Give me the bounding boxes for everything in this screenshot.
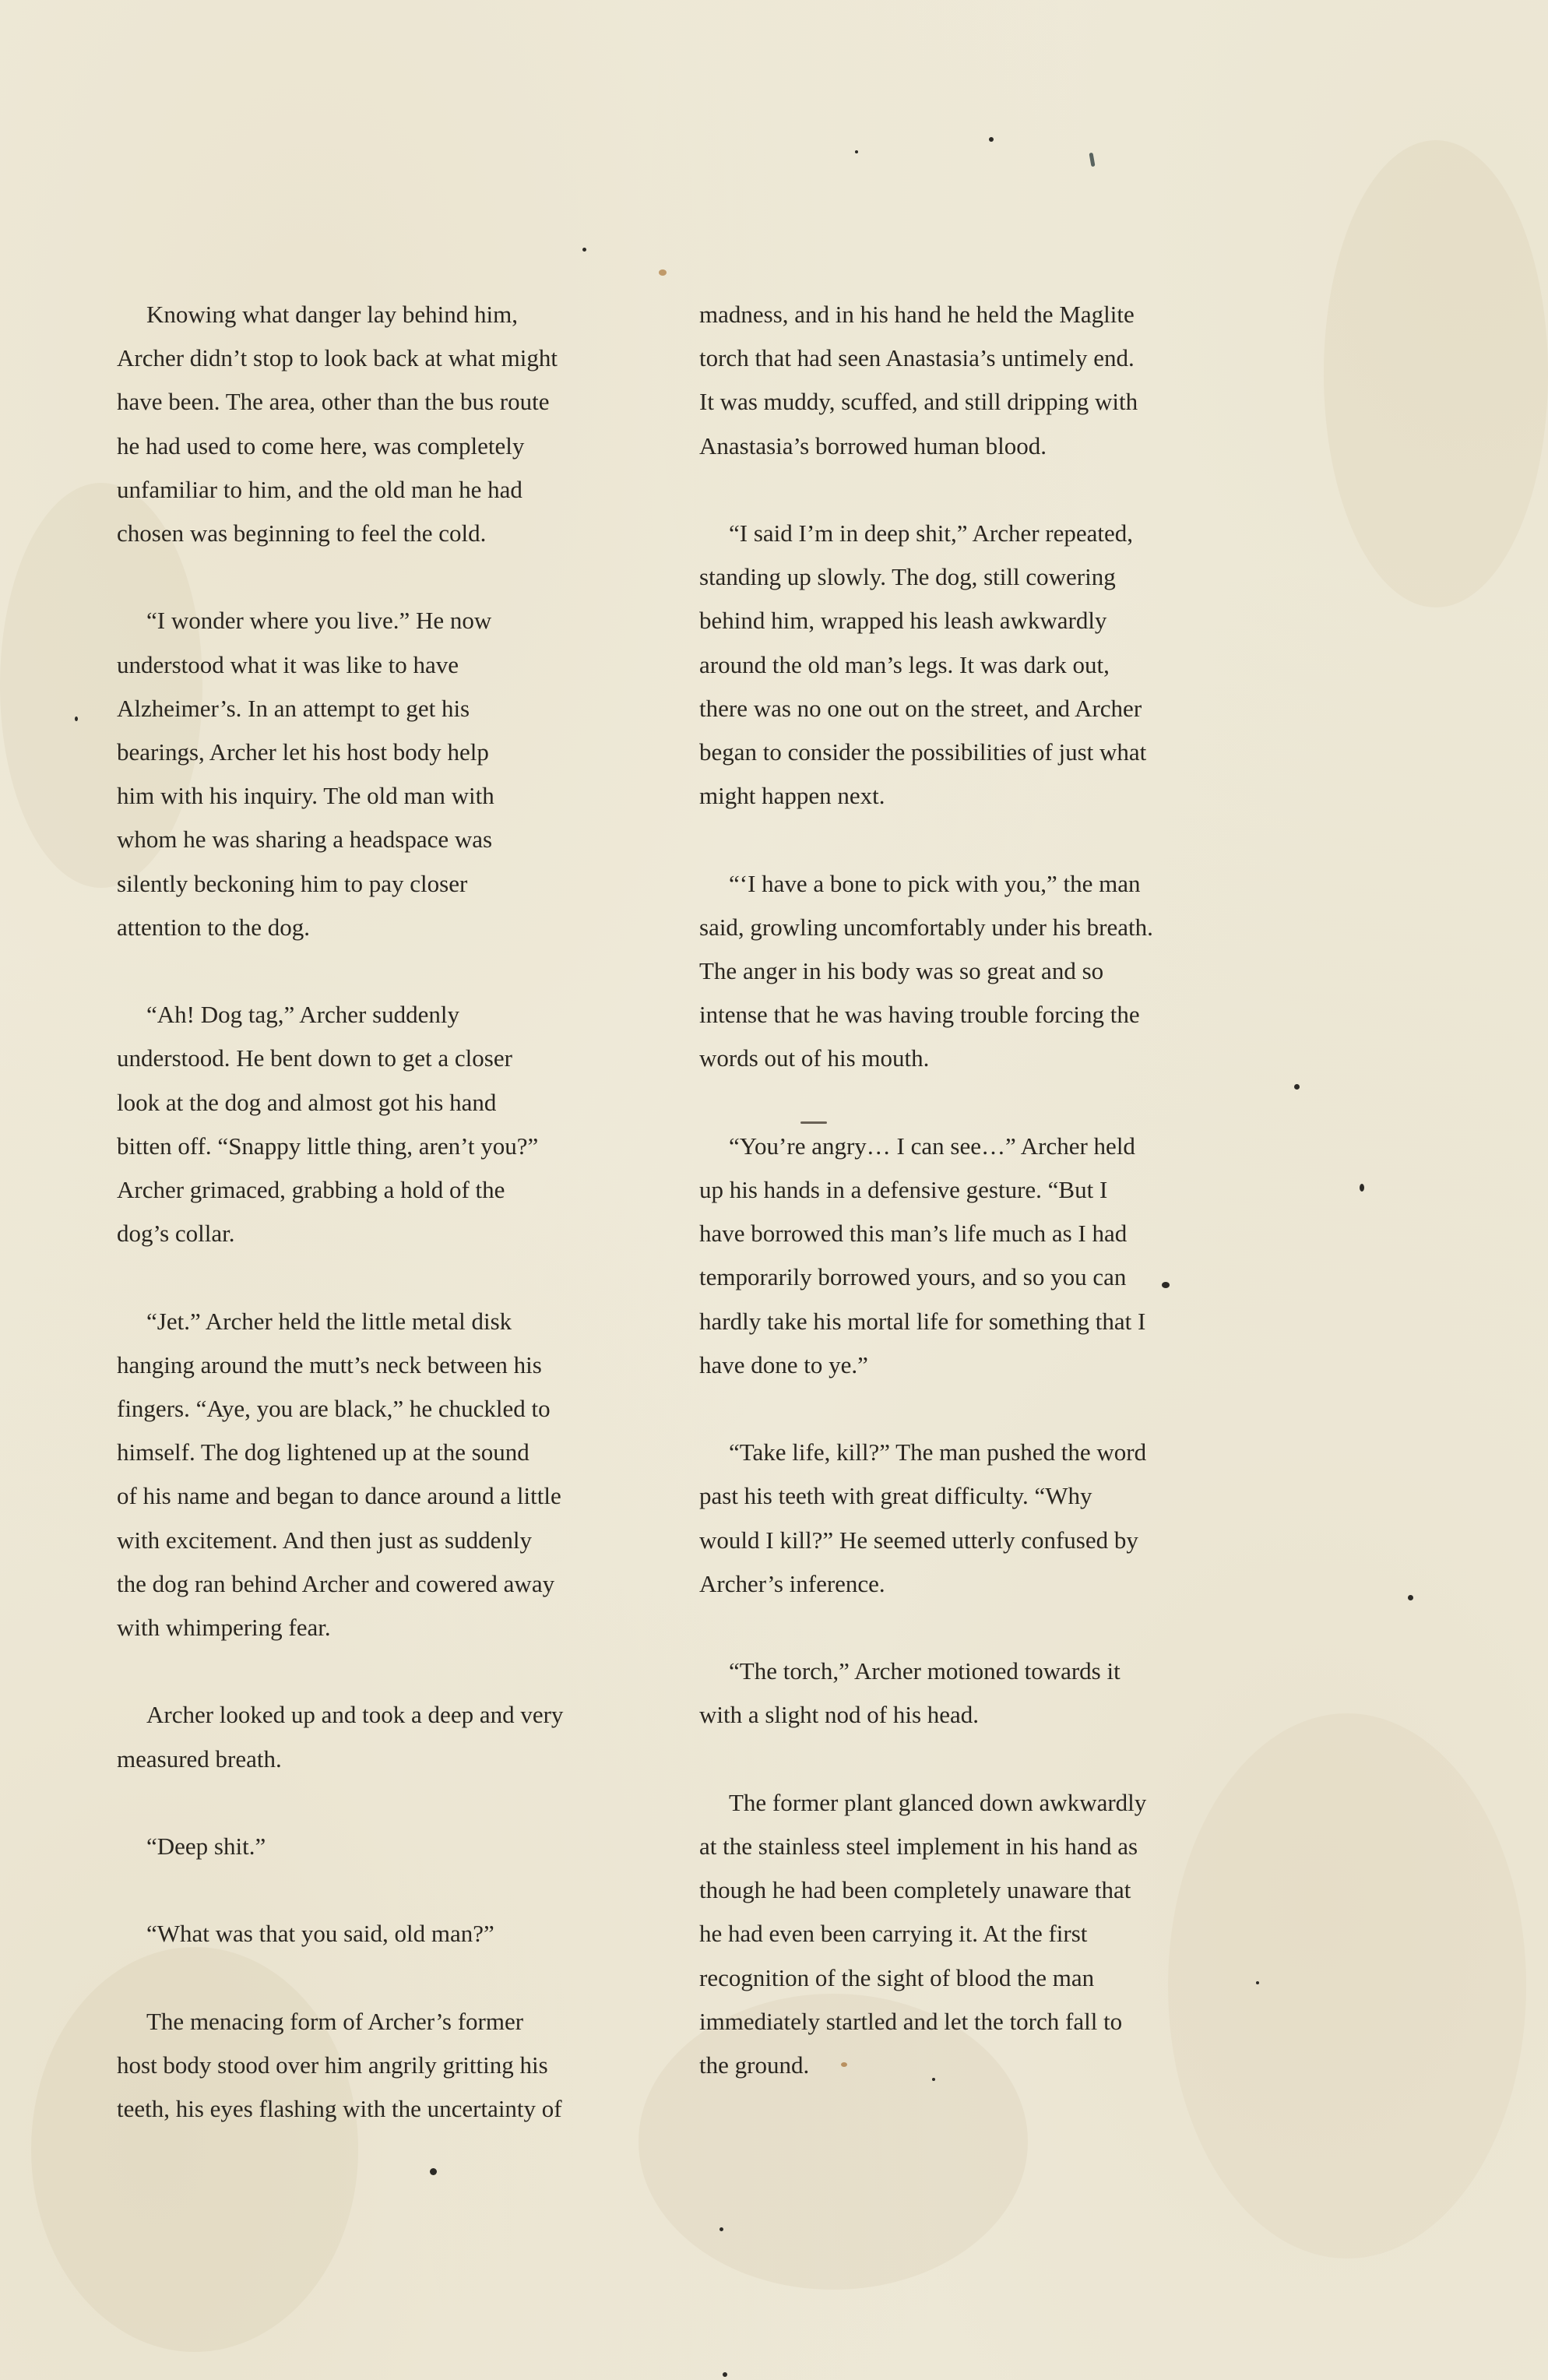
ink-speck: [855, 150, 858, 153]
paragraph: “What was that you said, old man?”: [146, 1920, 494, 1948]
ink-speck: [1360, 1184, 1364, 1192]
ink-speck: [719, 2227, 723, 2231]
ink-speck: [75, 716, 78, 721]
ink-speck: [723, 2372, 727, 2377]
left-text-column: [117, 293, 646, 2175]
paper-stain: [1324, 140, 1548, 607]
paragraph: madness, and in his hand he held the Maglite torch that had seen Anastasia’s untimely end. It was muddy, scuffed, and still dripping with Anastasia’s borrowed human blood.: [699, 301, 1138, 459]
paragraph: The former plant glanced down awkwardly at the stainless steel implement in his hand as though he had been completely unaware that he had even been carrying it. At the first recognition of the sight of blood the man immediately startled and let the torch fall to the ground.: [699, 1788, 1147, 2079]
paragraph: “Take life, kill?” The man pushed the word past his teeth with great difficulty. “Why would I kill?” He seemed utterly confused by Archer’s inference.: [699, 1438, 1147, 1597]
ink-speck: [1256, 1981, 1259, 1984]
paragraph: “The torch,” Archer motioned towards it with a slight nod of his head.: [699, 1657, 1121, 1729]
ink-speck: [1089, 153, 1095, 167]
paragraph: “‘I have a bone to pick with you,” the man said, growling uncomfortably under his breath. The anger in his body was so great and so intense that he was having trouble forcing the words out of his mouth.: [699, 869, 1153, 1072]
paragraph: “Deep shit.”: [146, 1833, 266, 1861]
ink-speck: [1294, 1084, 1300, 1090]
paragraph: Knowing what danger lay behind him, Archer didn’t stop to look back at what might have been. The area, other than the bus route he had used to come here, was completely unfamiliar to him, and the old man he had chosen was beginning to feel the cold.: [117, 301, 558, 547]
paragraph: Archer looked up and took a deep and very measured breath.: [117, 1701, 564, 1773]
ink-speck: [659, 269, 667, 276]
paragraph: “I wonder where you live.” He now understood what it was like to have Alzheimer’s. In an attempt to get his bearings, Archer let his host body help him with his inquiry. The old man with whom he was sharing a headspace was silently beckoning him to pay closer attention to the dog.: [117, 607, 494, 941]
ink-speck: [1408, 1595, 1413, 1600]
right-text-column: [699, 293, 1229, 2131]
paragraph: The menacing form of Archer’s former host body stood over him angrily gritting his teeth, his eyes flashing with the uncertainty of: [117, 2007, 562, 2123]
ink-speck: [989, 137, 994, 142]
paragraph: “I said I’m in deep shit,” Archer repeated, standing up slowly. The dog, still cowering behind him, wrapped his leash awkwardly around the old man’s legs. It was dark out, there was no one out on the street, and Archer began to consider the possibilities of just what might happen next.: [699, 519, 1147, 810]
paragraph: “Jet.” Archer held the little metal disk hanging around the mutt’s neck between his fingers. “Aye, you are black,” he chuckled to himself. The dog lightened up at the sound of his name and began to dance around a little with excitement. And then just as suddenly the dog ran behind Archer and cowered away with whimpering fear.: [117, 1307, 561, 1642]
ink-speck: [582, 248, 586, 252]
paragraph: “Ah! Dog tag,” Archer suddenly understood. He bent down to get a closer look at the dog and almost got his hand bitten off. “Snappy little thing, aren’t you?” Archer grimaced, grabbing a hold of the dog’s collar.: [117, 1001, 539, 1248]
paragraph: “You’re angry… I can see…” Archer held up his hands in a defensive gesture. “But I have borrowed this man’s life much as I had temporarily borrowed yours, and so you can hardly take his mortal life for something that I have done to ye.”: [699, 1132, 1146, 1378]
